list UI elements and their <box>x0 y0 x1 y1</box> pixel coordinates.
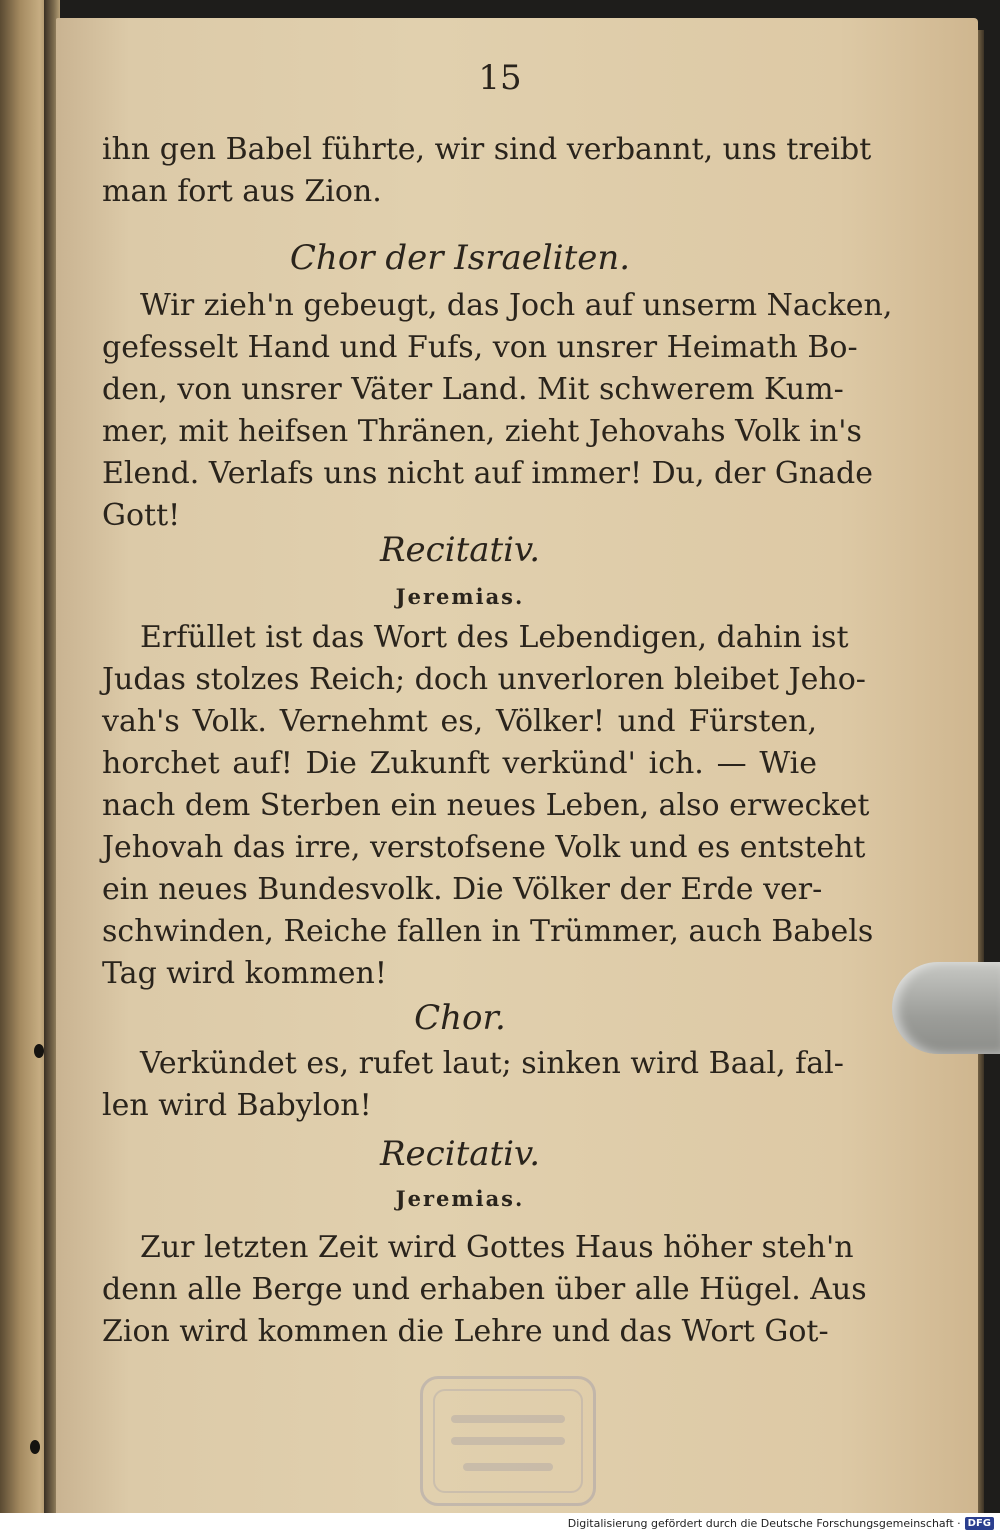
binding-hole <box>30 1440 40 1454</box>
text-line: len wird Babylon! <box>102 1088 372 1123</box>
text-line: Erfüllet ist das Wort des Lebendigen, dahin ist <box>140 620 849 655</box>
library-stamp <box>420 1376 596 1506</box>
text-line: man fort aus Zion. <box>102 174 382 209</box>
text-line: gefesselt Hand und Fufs, von unsrer Heimath Bo- <box>102 330 858 365</box>
page-number: 15 <box>478 58 522 98</box>
speaker-name: Jeremias. <box>395 1186 525 1211</box>
text-line: denn alle Berge und erhaben über alle Hügel. Aus <box>102 1272 867 1307</box>
section-heading: Chor. <box>414 998 506 1038</box>
text-line: Verkündet es, rufet laut; sinken wird Baal, fal- <box>140 1046 844 1081</box>
funding-note: Digitalisierung gefördert durch die Deutsche Forschungsgemeinschaft · <box>567 1516 961 1530</box>
text-line: Gott! <box>102 498 181 533</box>
section-heading: Chor der Israeliten. <box>289 238 631 278</box>
text-line: mer, mit heifsen Thränen, zieht Jehovahs Volk in's <box>102 414 862 449</box>
text-line: Tag wird kommen! <box>102 956 387 991</box>
text-line: Jehovah das irre, verstofsene Volk und es entsteht <box>102 830 866 865</box>
text-line: schwinden, Reiche fallen in Trümmer, auch Babels <box>102 914 874 949</box>
text-line: ihn gen Babel führte, wir sind verbannt, uns treibt <box>102 132 872 167</box>
section-heading: Recitativ. <box>379 530 541 570</box>
text-line: nach dem Sterben ein neues Leben, also erwecket <box>102 788 870 823</box>
funding-footer <box>0 1513 1000 1533</box>
text-line: horchet auf! Die Zukunft verkünd' ich. — Wie <box>102 746 817 781</box>
text-line: Judas stolzes Reich; doch unverloren bleibet Jeho- <box>102 662 866 697</box>
text-line: Zur letzten Zeit wird Gottes Haus höher steh'n <box>140 1230 854 1265</box>
section-heading: Recitativ. <box>379 1134 541 1174</box>
text-line: ein neues Bundesvolk. Die Völker der Erde ver- <box>102 872 823 907</box>
text-line: den, von unsrer Väter Land. Mit schwerem Kum- <box>102 372 844 407</box>
previous-page-edge <box>0 0 50 1513</box>
binding-hole <box>34 1044 44 1058</box>
text-line: Wir zieh'n gebeugt, das Joch auf unserm Nacken, <box>140 288 893 323</box>
speaker-name: Jeremias. <box>395 584 525 609</box>
dfg-logo: DFG <box>965 1517 994 1530</box>
text-line: Elend. Verlafs uns nicht auf immer! Du, der Gnade <box>102 456 874 491</box>
text-line: vah's Volk. Vernehmt es, Völker! und Fürsten, <box>102 704 817 739</box>
text-line: Zion wird kommen die Lehre und das Wort Got- <box>102 1314 829 1349</box>
